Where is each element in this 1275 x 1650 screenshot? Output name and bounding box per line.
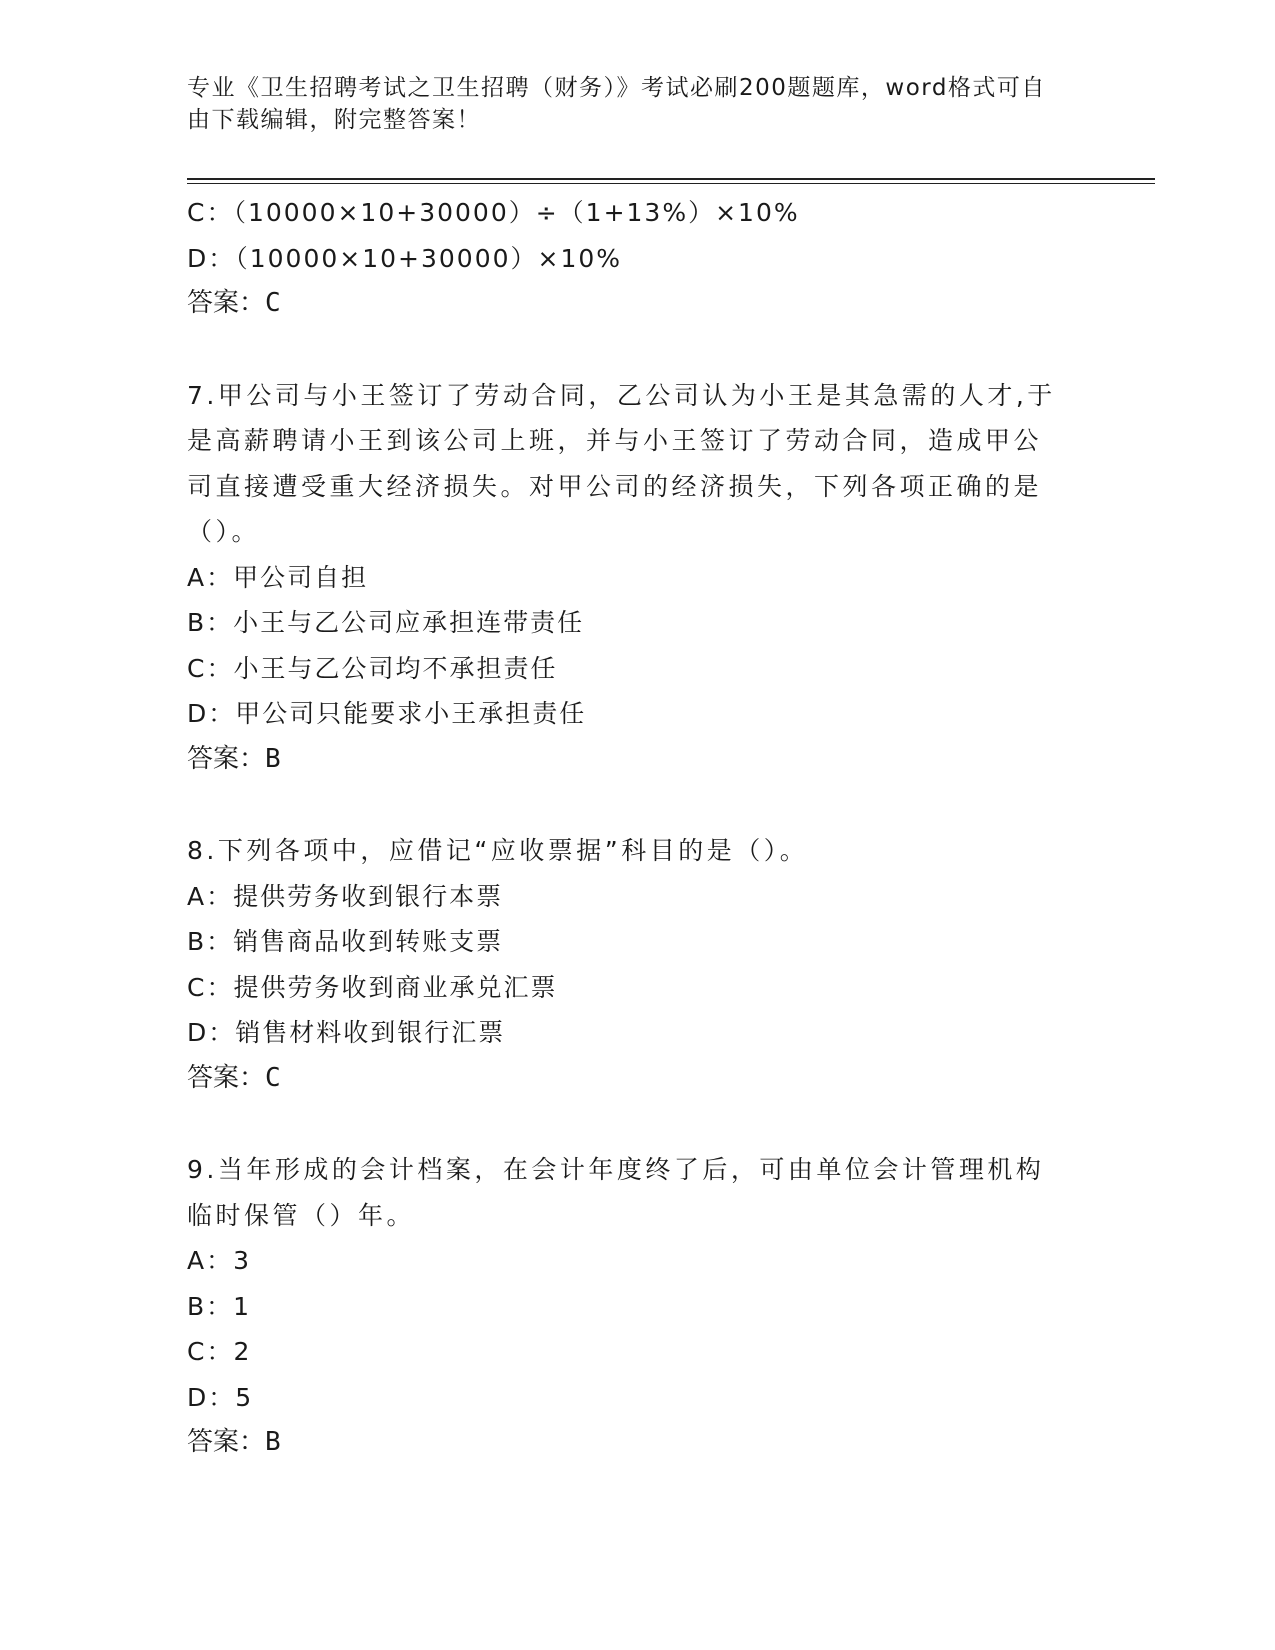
option-b: B：1 bbox=[187, 1291, 252, 1321]
answer-line: 答案：C bbox=[187, 288, 281, 318]
question-text-line: 司直接遭受重大经济损失。对甲公司的经济损失，下列各项正确的是 bbox=[187, 471, 1043, 501]
answer-line: 答案：C bbox=[187, 1062, 281, 1093]
document-header bbox=[187, 72, 1067, 136]
answer-line: 答案：B bbox=[187, 1427, 281, 1457]
option-b: B：销售商品收到转账支票 bbox=[187, 927, 504, 956]
spacer bbox=[187, 1101, 1087, 1147]
question-8 bbox=[187, 828, 1087, 1101]
header-line-1: 专业《卫生招聘考试之卫生招聘（财务）》考试必刷200题题库，word格式可自 bbox=[187, 75, 1046, 101]
question-7 bbox=[187, 373, 1087, 783]
option-c: C：提供劳务收到商业承兑汇票 bbox=[187, 972, 558, 1002]
answer-line: 答案：B bbox=[187, 743, 281, 774]
option-a: A：甲公司自担 bbox=[187, 562, 369, 592]
question-text-line: 临时保管（）年。 bbox=[187, 1200, 416, 1230]
header-divider-thick bbox=[187, 178, 1155, 180]
question-text-line: 9.当年形成的会计档案，在会计年度终了后，可由单位会计管理机构 bbox=[187, 1155, 1045, 1184]
option-a: A：提供劳务收到银行本票 bbox=[187, 881, 504, 911]
option-d: D：5 bbox=[187, 1382, 254, 1412]
option-a: A：3 bbox=[187, 1246, 252, 1275]
question-text-line: 7.甲公司与小王签订了劳动合同，乙公司认为小王是其急需的人才,于 bbox=[187, 380, 1056, 410]
spacer bbox=[187, 782, 1087, 828]
spacer bbox=[187, 327, 1087, 373]
question-9 bbox=[187, 1147, 1087, 1466]
header-line-2: 由下载编辑，附完整答案！ bbox=[187, 107, 481, 133]
option-c: C：（10000×10+30000）÷（1+13%）×10% bbox=[187, 198, 800, 227]
option-b: B：小王与乙公司应承担连带责任 bbox=[187, 608, 585, 637]
question-text-line: 是高薪聘请小王到该公司上班，并与小王签订了劳动合同，造成甲公 bbox=[187, 426, 1043, 455]
option-c: C：2 bbox=[187, 1337, 252, 1366]
option-d: D：销售材料收到银行汇票 bbox=[187, 1018, 506, 1047]
question-6-tail bbox=[187, 190, 1087, 327]
option-d: D：甲公司只能要求小王承担责任 bbox=[187, 699, 587, 728]
option-c: C：小王与乙公司均不承担责任 bbox=[187, 653, 558, 683]
question-text-line: 8.下列各项中，应借记“应收票据”科目的是（）。 bbox=[187, 836, 809, 865]
header-divider-thin bbox=[187, 183, 1155, 184]
question-list bbox=[187, 190, 1087, 1466]
option-d: D：（10000×10+30000）×10% bbox=[187, 243, 623, 273]
question-text-line: （）。 bbox=[187, 517, 261, 546]
